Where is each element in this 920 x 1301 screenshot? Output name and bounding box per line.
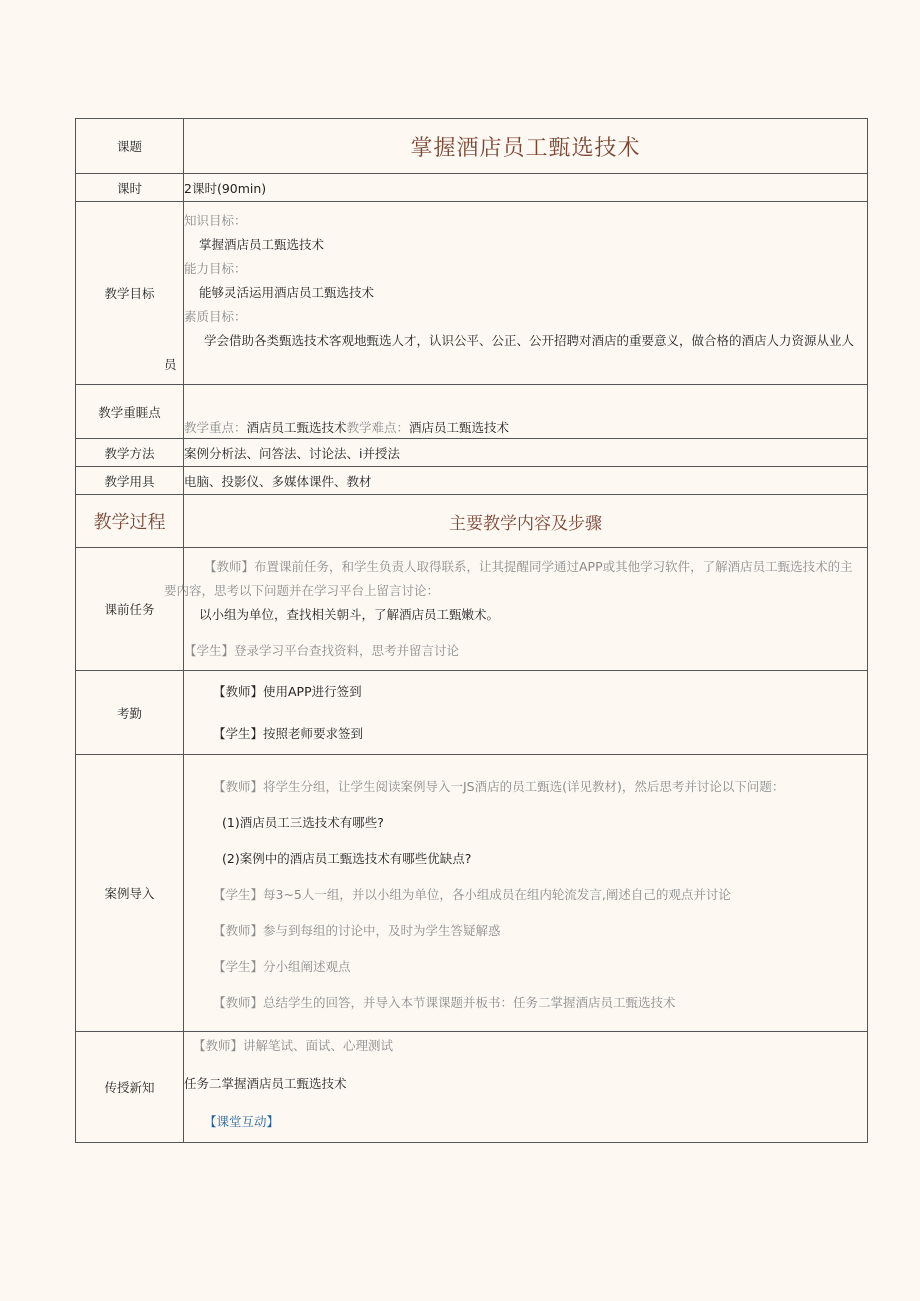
key-point-value: 酒店员工甄选技术 [246,420,347,435]
ability-goal-label: 能力目标： [184,261,247,276]
tools-row [76,467,868,495]
case-intro-label: 案例导入 [76,755,184,1032]
knowledge-goal-label: 知识目标： [184,213,247,228]
process-header-row [76,495,868,548]
hours-label: 课时 [76,174,184,202]
key-point-label: 教学重点： [184,420,247,435]
hours-row [76,174,868,202]
case-intro-student1: 【学生】每3~5人一组，并以小组为单位，各小组成员在组内轮流发言,阐述自己的观点并讨论 [213,887,731,902]
pre-class-student: 【学生】登录学习平台查找资料，思考并留言讨论 [184,643,460,658]
attendance-label: 考勤 [76,671,184,755]
process-title: 主要教学内容及步骤 [184,495,868,548]
page-title: 掌握酒店员工甄选技术 [184,119,868,174]
quality-goal-label: 素质目标： [184,309,247,324]
pre-class-teacher: 【教师】布置课前任务，和学生负责人取得联系，让其提醒同学通过APP或其他学习软件，了解酒店员工甄选技术的主要内容，思考以下问题并在学习平台上留言讨论： [164,559,853,598]
case-intro-student2: 【学生】分小组阐述观点 [213,959,351,974]
ability-goal-value: 能够灵活运用酒店员工甄选技术 [199,285,375,300]
case-intro-row [76,755,868,1032]
pre-class-task: 以小组为单位，查找相关朝斗，了解酒店员工甄嫩术。 [199,607,500,622]
case-intro-teacher2: 【教师】参与到每组的讨论中，及时为学生答疑解惑 [213,923,501,938]
new-knowledge-label: 传授新知 [76,1032,184,1143]
classroom-interaction-heading: 【课堂互动】 [204,1114,280,1129]
case-question-1: (1)酒店员工三选技术有哪些? [222,815,384,830]
case-intro-teacher1: 【教师】将学生分组，让学生阅读案例导入一JS酒店的员工甄选(详见教材)，然后思考并讨论以下问题： [213,779,785,794]
key-points-row [76,385,868,439]
methods-row [76,439,868,467]
hours-value: 2课时(90min) [184,174,868,202]
new-knowledge-teacher: 【教师】讲解笔试、面试、心理测试 [193,1038,394,1053]
case-intro-teacher3: 【教师】总结学生的回答，并导入本节课课题并板书：任务二掌握酒店员工甄选技术 [213,995,676,1010]
attendance-row [76,671,868,755]
lesson-plan-table [75,118,868,1143]
methods-value: 案例分析法、问答法、讨论法、i并授法 [184,439,868,467]
new-knowledge-row [76,1032,868,1143]
pre-class-row [76,548,868,671]
topic-label: 课题 [76,119,184,174]
key-points-label: 教学重睚点 [76,385,184,439]
new-knowledge-task: 任务二掌握酒店员工甄选技术 [184,1076,347,1091]
tools-value: 电脑、投影仪、多媒体课件、教材 [184,467,868,495]
objectives-row [76,202,868,385]
attendance-student: 【学生】按照老师要求签到 [213,725,364,741]
quality-goal-value: 学会借助各类甄选技术客观地甄选人才，认识公平、公正、公开招聘对酒店的重要意义，做合格的酒店人力资源从业人员 [164,333,855,372]
tools-label: 教学用具 [76,467,184,495]
difficulty-label: 教学难点： [346,420,410,435]
methods-label: 教学方法 [76,439,184,467]
case-question-2: (2)案例中的酒店员工甄选技术有哪些优缺点? [222,851,472,866]
objectives-label: 教学目标 [76,202,184,385]
attendance-teacher: 【教师】使用APP进行签到 [213,683,362,699]
difficulty-value: 酒店员工甄选技术 [409,420,510,435]
knowledge-goal-value: 掌握酒店员工甄选技术 [199,237,325,252]
topic-row [76,119,868,174]
process-label: 教学过程 [76,495,184,548]
pre-class-label: 课前任务 [76,548,184,671]
